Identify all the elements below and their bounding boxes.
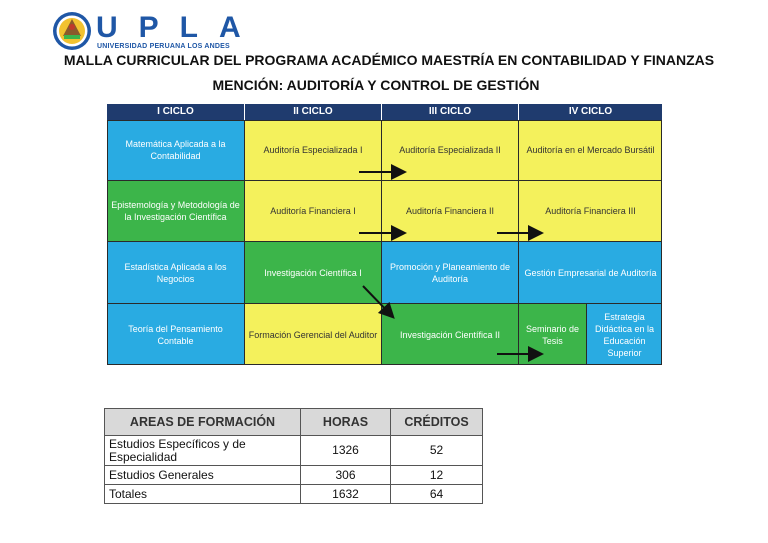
column-header-hours: HORAS bbox=[301, 409, 391, 436]
column-header-area: AREAS DE FORMACIÓN bbox=[105, 409, 301, 436]
credits-table bbox=[104, 408, 483, 504]
cycle-header-3: III CICLO bbox=[382, 104, 519, 120]
course-cell: Investigación Científica I bbox=[245, 242, 382, 304]
table-row bbox=[105, 485, 483, 504]
course-cell: Epistemología y Metodología de la Investigación Científica bbox=[107, 181, 245, 242]
hours-cell: 1326 bbox=[301, 436, 391, 466]
course-cell: Teoría del Pensamiento Contable bbox=[107, 304, 245, 365]
course-cell: Seminario de Tesis bbox=[519, 304, 587, 365]
course-cell: Auditoría en el Mercado Bursátil bbox=[519, 120, 662, 181]
table-header-row bbox=[105, 409, 483, 436]
course-cell: Estrategia Didáctica en la Educación Superior bbox=[587, 304, 662, 365]
course-cell: Investigación Científica II bbox=[382, 304, 519, 365]
upla-logo bbox=[52, 10, 262, 54]
university-seal-icon bbox=[52, 10, 92, 52]
course-cell: Auditoría Financiera I bbox=[245, 181, 382, 242]
area-cell: Estudios Generales bbox=[105, 466, 301, 485]
course-cell: Gestión Empresarial de Auditoría bbox=[519, 242, 662, 304]
credits-cell: 52 bbox=[391, 436, 483, 466]
cycle-header-4: IV CICLO bbox=[519, 104, 662, 120]
course-cell: Promoción y Planeamiento de Auditoría bbox=[382, 242, 519, 304]
area-cell: Totales bbox=[105, 485, 301, 504]
cycle-header-1: I CICLO bbox=[107, 104, 245, 120]
table-row bbox=[105, 436, 483, 466]
logo-subtitle: UNIVERSIDAD PERUANA LOS ANDES bbox=[97, 43, 230, 50]
logo-wordmark: UPLA bbox=[96, 11, 262, 44]
area-cell: Estudios Específicos y de Especialidad bbox=[105, 436, 301, 466]
course-cell: Auditoría Financiera III bbox=[519, 181, 662, 242]
page-title: MALLA CURRICULAR DEL PROGRAMA ACADÉMICO MAESTRÍA EN CONTABILIDAD Y FINANZAS bbox=[63, 52, 715, 68]
course-cell: Auditoría Financiera II bbox=[382, 181, 519, 242]
page-subtitle: MENCIÓN: AUDITORÍA Y CONTROL DE GESTIÓN bbox=[212, 77, 540, 93]
course-cell: Estadística Aplicada a los Negocios bbox=[107, 242, 245, 304]
prerequisite-arrows bbox=[107, 104, 662, 365]
course-cell: Matemática Aplicada a la Contabilidad bbox=[107, 120, 245, 181]
table-row bbox=[105, 466, 483, 485]
hours-cell: 306 bbox=[301, 466, 391, 485]
hours-cell: 1632 bbox=[301, 485, 391, 504]
credits-cell: 12 bbox=[391, 466, 483, 485]
cycle-header-2: II CICLO bbox=[245, 104, 382, 120]
course-cell: Auditoría Especializada I bbox=[245, 120, 382, 181]
curriculum-grid bbox=[107, 104, 662, 365]
credits-cell: 64 bbox=[391, 485, 483, 504]
course-cell: Auditoría Especializada II bbox=[382, 120, 519, 181]
arrow-line bbox=[363, 286, 392, 316]
column-header-credits: CRÉDITOS bbox=[391, 409, 483, 436]
course-cell: Formación Gerencial del Auditor bbox=[245, 304, 382, 365]
